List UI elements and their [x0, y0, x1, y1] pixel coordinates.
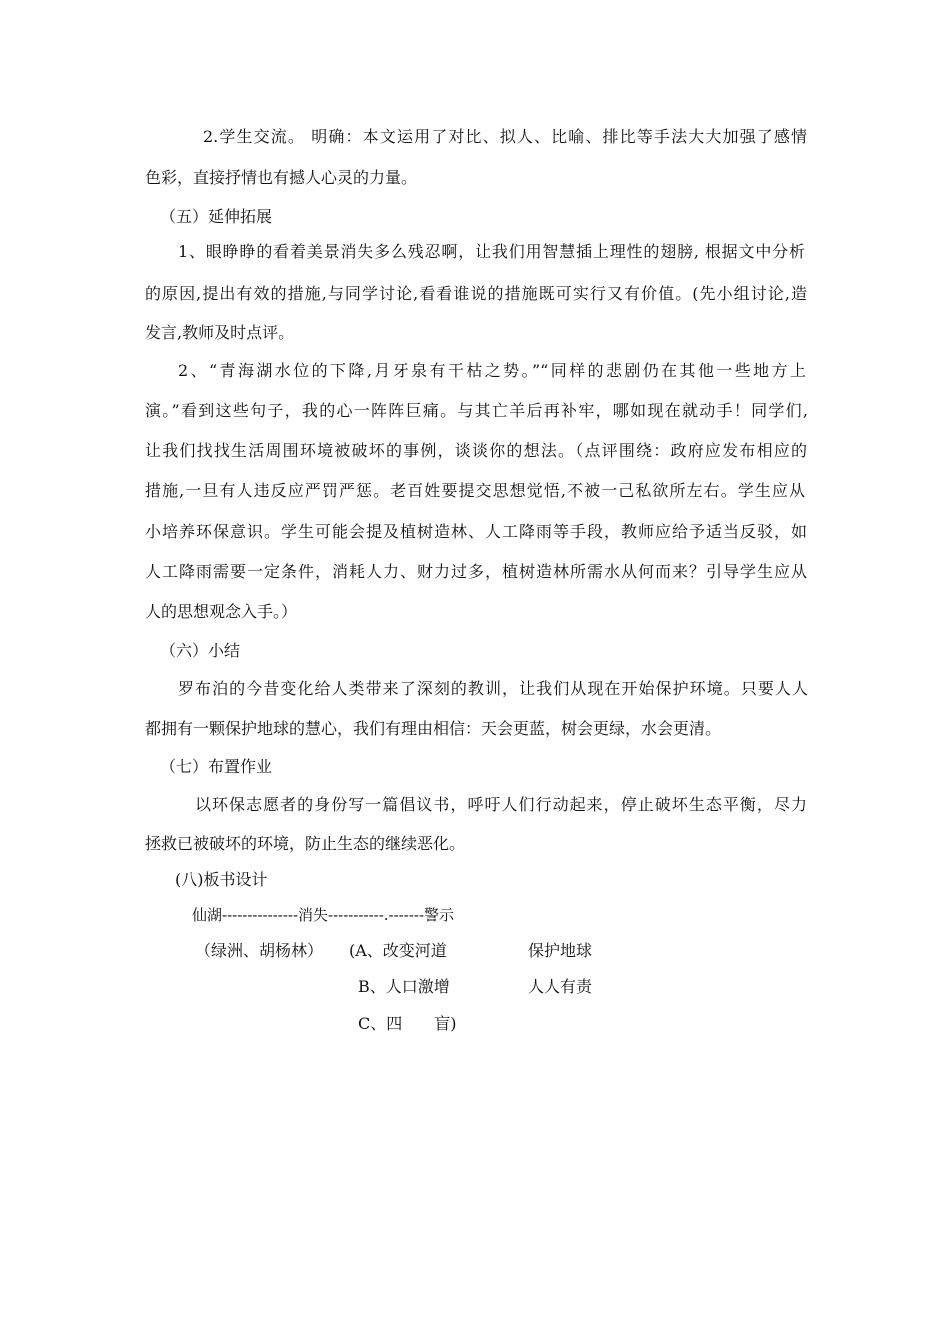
section-heading: (八)板书设计	[175, 870, 268, 889]
paragraph-line: 小培养环保意识。学生可能会提及植树造林、人工降雨等手段，教师应给予适当反驳，如	[145, 522, 807, 541]
paragraph-line: 2.学生交流。 明确：本文运用了对比、拟人、比喻、排比等手法大大加强了感情	[203, 127, 807, 146]
paragraph-line: 罗布泊的今昔变化给人类带来了深刻的教训，让我们从现在开始保护环境。只要人人	[178, 679, 808, 698]
section-heading: （六）小结	[160, 641, 241, 660]
paragraph-line: 措施,一旦有人违反应严罚严惩。老百姓要提交思想觉悟,不被一己私欲所左右。学生应从	[145, 481, 805, 500]
board-row-2-left: （绿洲、胡杨林）	[195, 941, 324, 960]
paragraph-line: 2、“青海湖水位的下降,月牙泉有干枯之势。”“同样的悲剧仍在其他一些地方上	[178, 361, 806, 380]
section-heading: （五）延伸拓展	[160, 207, 273, 226]
paragraph-line: 人的思想观念入手。）	[145, 602, 298, 621]
paragraph-line: 让我们找找生活周围环境被破坏的事例，谈谈你的想法。（点评围绕：政府应发布相应的	[145, 441, 807, 460]
board-row-1: 仙湖---------------消失-----------.-------警示	[192, 906, 455, 924]
board-row-4-mid: C、四 盲)	[358, 1014, 457, 1033]
paragraph-line: 发言,教师及时点评。	[145, 323, 295, 342]
paragraph-line: 1、眼睁睁的看着美景消失多么残忍啊，让我们用智慧插上理性的翅膀, 根据文中分析	[178, 242, 805, 261]
board-row-3-right: 人人有责	[528, 977, 593, 996]
paragraph-line: 都拥有一颗保护地球的慧心，我们有理由相信：天会更蓝，树会更绿，水会更清。	[145, 719, 722, 738]
board-row-3-mid: B、人口激增	[358, 977, 450, 996]
paragraph-line: 人工降雨需要一定条件，消耗人力、财力过多，植树造林所需水从何而来？引导学生应从	[145, 562, 807, 581]
paragraph-line: 色彩，直接抒情也有撼人心灵的力量。	[145, 168, 418, 187]
board-row-2-mid: (A、改变河道	[349, 941, 447, 960]
paragraph-line: 的原因,提出有效的措施,与同学讨论,看看谁说的措施既可实行又有价值。(先小组讨论,造	[145, 284, 807, 303]
section-heading: （七）布置作业	[160, 757, 273, 776]
paragraph-line: 以环保志愿者的身份写一篇倡议书，呼吁人们行动起来，停止破坏生态平衡，尽力	[195, 795, 807, 814]
paragraph-line: 演。”看到这些句子，我的心一阵阵巨痛。与其亡羊后再补牢，哪如现在就动手！同学们,	[145, 401, 808, 420]
paragraph-line: 拯救已被破坏的环境，防止生态的继续恶化。	[145, 834, 466, 853]
board-row-2-right: 保护地球	[528, 941, 593, 960]
